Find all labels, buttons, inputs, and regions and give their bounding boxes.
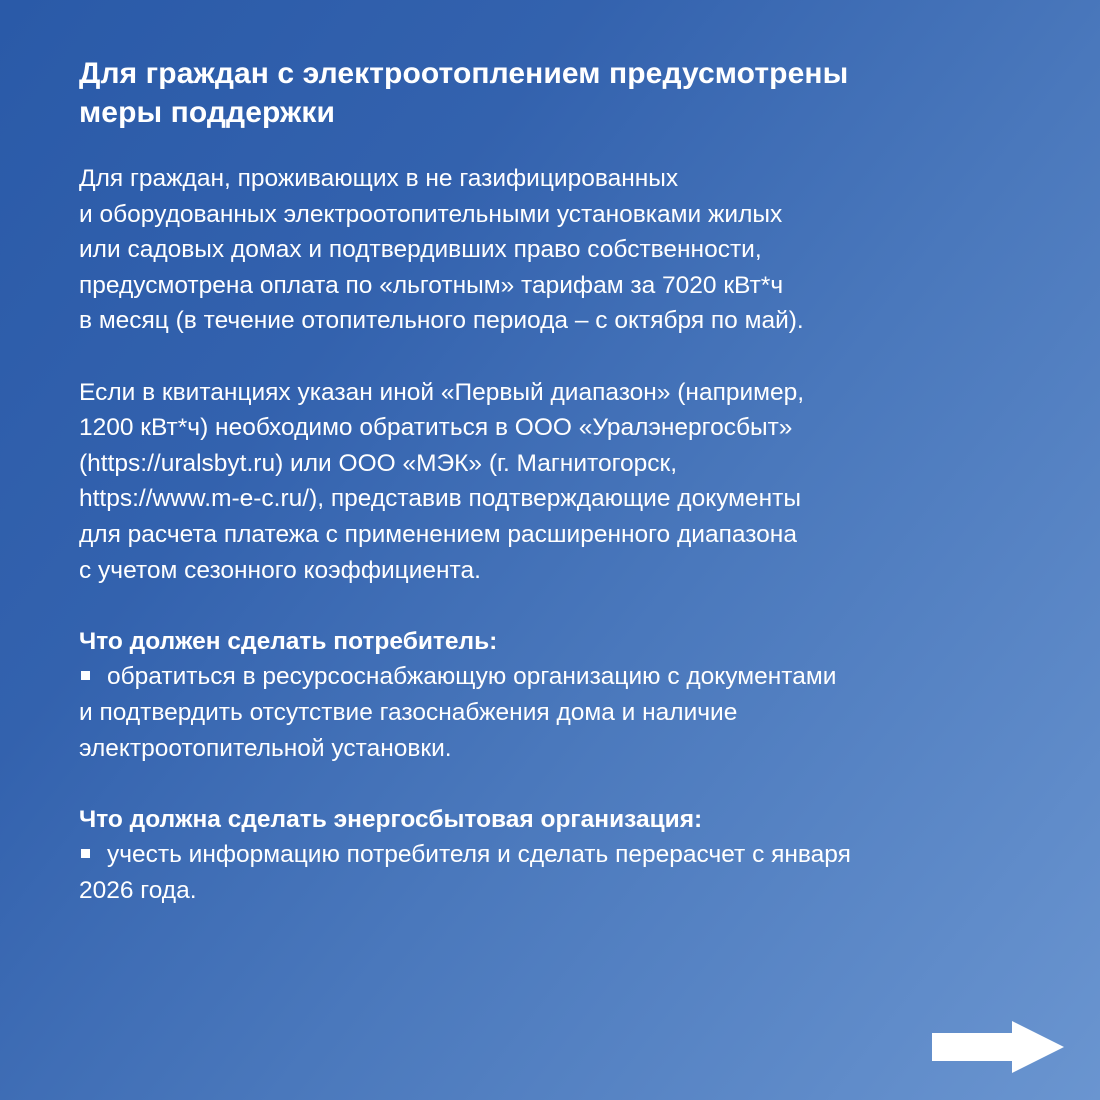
spacer bbox=[79, 588, 1039, 624]
paragraph-tariff-info: Для граждан, проживающих в не газифицированных и оборудованных электроотопительными установками жилых или садовых домах и подтвердивших право собственности, предусмотрена оплата по «льготным» тарифам за 7020 кВт*ч в месяц (в течение отопительного периода – с октября по май). bbox=[79, 165, 804, 335]
content-card bbox=[79, 54, 1039, 908]
spacer bbox=[79, 339, 1039, 375]
paragraph-contact-info: Если в квитанциях указан иной «Первый диапазон» (например, 1200 кВт*ч) необходимо обратиться в ООО «Уралэнергосбыт» (https://uralsbyt.ru) или ООО «МЭК» (г. Магнитогорск, https://www.m-e-c.ru/), представив подтверждающие документы для расчета платежа с применением расширенного диапазона с учетом сезонного коэффициента. bbox=[79, 378, 805, 584]
supplier-item-text: учесть информацию потребителя и сделать перерасчет с января 2026 года. bbox=[79, 841, 851, 904]
supplier-list-item bbox=[79, 837, 1039, 908]
page-title: Для граждан с электроотоплением предусмотрены меры поддержки bbox=[79, 57, 849, 129]
consumer-item-text: обратиться в ресурсоснабжающую организацию с документами и подтвердить отсутствие газоснабжения дома и наличие электроотопительной установки. bbox=[79, 663, 837, 762]
consumer-list-item bbox=[79, 659, 1039, 766]
arrow-right-icon[interactable] bbox=[932, 1021, 1064, 1073]
bullet-square-icon bbox=[81, 671, 90, 680]
supplier-heading: Что должна сделать энергосбытовая организация: bbox=[79, 805, 703, 833]
spacer bbox=[79, 766, 1039, 802]
consumer-heading: Что должен сделать потребитель: bbox=[79, 627, 498, 655]
bullet-square-icon bbox=[81, 849, 90, 858]
